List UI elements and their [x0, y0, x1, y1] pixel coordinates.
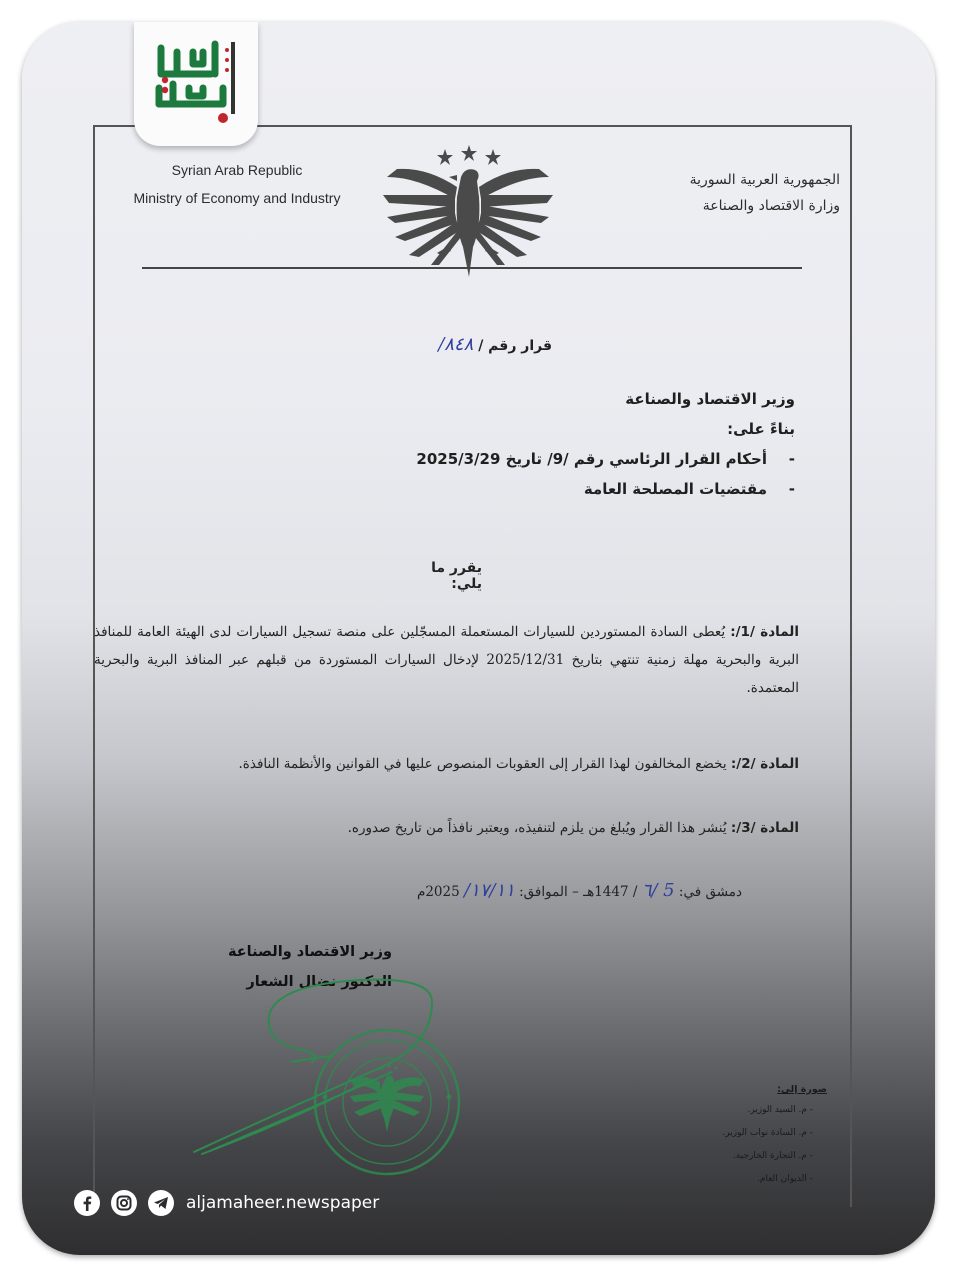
letterhead-divider [142, 267, 802, 269]
preamble-item: -مقتضيات المصلحة العامة [583, 480, 795, 498]
signatory-name: الدكتور نضال الشعار [246, 974, 392, 990]
article-text: يخضع المخالفون لهذا القرار إلى العقوبات المنصوص عليها في القوانين والأنظمة النافذة. [238, 756, 727, 772]
decision-number-handwritten: ٨٤٨/ [438, 334, 474, 355]
ministry-name-en: Ministry of Economy and Industry [133, 190, 341, 206]
preamble [275, 390, 795, 510]
article-3 [94, 814, 799, 842]
copies-item: - م. السادة نواب الوزير. [722, 1128, 813, 1138]
article-label: المادة /1/: [730, 624, 799, 640]
gregorian-suffix: 2025م [416, 884, 460, 900]
copies-item: - م. السيد الوزير. [747, 1105, 813, 1115]
signature-and-stamp [182, 972, 502, 1202]
signatory-title: وزير الاقتصاد والصناعة [227, 944, 392, 960]
article-1 [94, 618, 799, 702]
english-letterhead [92, 162, 382, 218]
instagram-icon[interactable] [111, 1190, 137, 1216]
article-label: المادة /2/: [730, 756, 799, 772]
social-handle[interactable]: aljamaheer.newspaper [186, 1193, 380, 1213]
article-text: يُعطى السادة المستوردين للسيارات المستعملة المسجّلين على منصة تسجيل السيارات لدى الهيئة العامة للمنافذ البرية والبحرية مهلة زمنية تنتهي بتاريخ 2025/12/31 لإدخال السيارات المستوردة من قبلهم عبر المنافذ البرية والبحرية المعتمدة. [94, 624, 800, 696]
facebook-icon[interactable] [74, 1190, 100, 1216]
arabic-letterhead [580, 172, 840, 224]
hijri-suffix: / 1447هـ – الموافق: [519, 884, 638, 900]
copies-item: - الديوان العام. [757, 1174, 813, 1184]
copies-title: صورة إلى: [777, 1084, 827, 1095]
eagle-emblem-icon [377, 137, 557, 287]
bullet-dash: - [788, 450, 795, 468]
decides-heading: يقرر ما يلي: [431, 560, 482, 592]
document-card [22, 22, 935, 1255]
hijri-date-handwritten: 5 /٦ [641, 880, 675, 901]
decision-number-label: قرار رقم / [478, 338, 552, 354]
article-label: المادة /3/: [730, 820, 799, 836]
country-name-en: Syrian Arab Republic [171, 162, 303, 178]
bullet-dash: - [788, 480, 795, 498]
telegram-icon[interactable] [148, 1190, 174, 1216]
gregorian-date-handwritten: ١٧/١١/ [464, 880, 515, 901]
issuer-title: وزير الاقتصاد والصناعة [625, 390, 795, 408]
preamble-item: -أحكام القرار الرئاسي رقم /9/ تاريخ 2025/3/29 [416, 450, 795, 468]
social-footer [74, 1188, 379, 1218]
dateline-prefix: دمشق في: [678, 884, 742, 900]
article-2 [94, 750, 799, 778]
copies-list [677, 1084, 827, 1197]
copies-item: - م. التجارة الخارجية. [733, 1151, 813, 1161]
based-on-heading: بناءً على: [727, 420, 795, 438]
dateline [342, 880, 742, 901]
country-name-ar: الجمهورية العربية السورية [689, 172, 840, 188]
newspaper-logo [134, 22, 258, 146]
logo-mark-icon [151, 34, 241, 134]
article-text: يُنشر هذا القرار ويُبلغ من يلزم لتنفيذه، ويعتبر نافذاً من تاريخ صدوره. [347, 820, 727, 836]
ministry-name-ar: وزارة الاقتصاد والصناعة [702, 198, 840, 214]
decision-number [382, 334, 552, 355]
